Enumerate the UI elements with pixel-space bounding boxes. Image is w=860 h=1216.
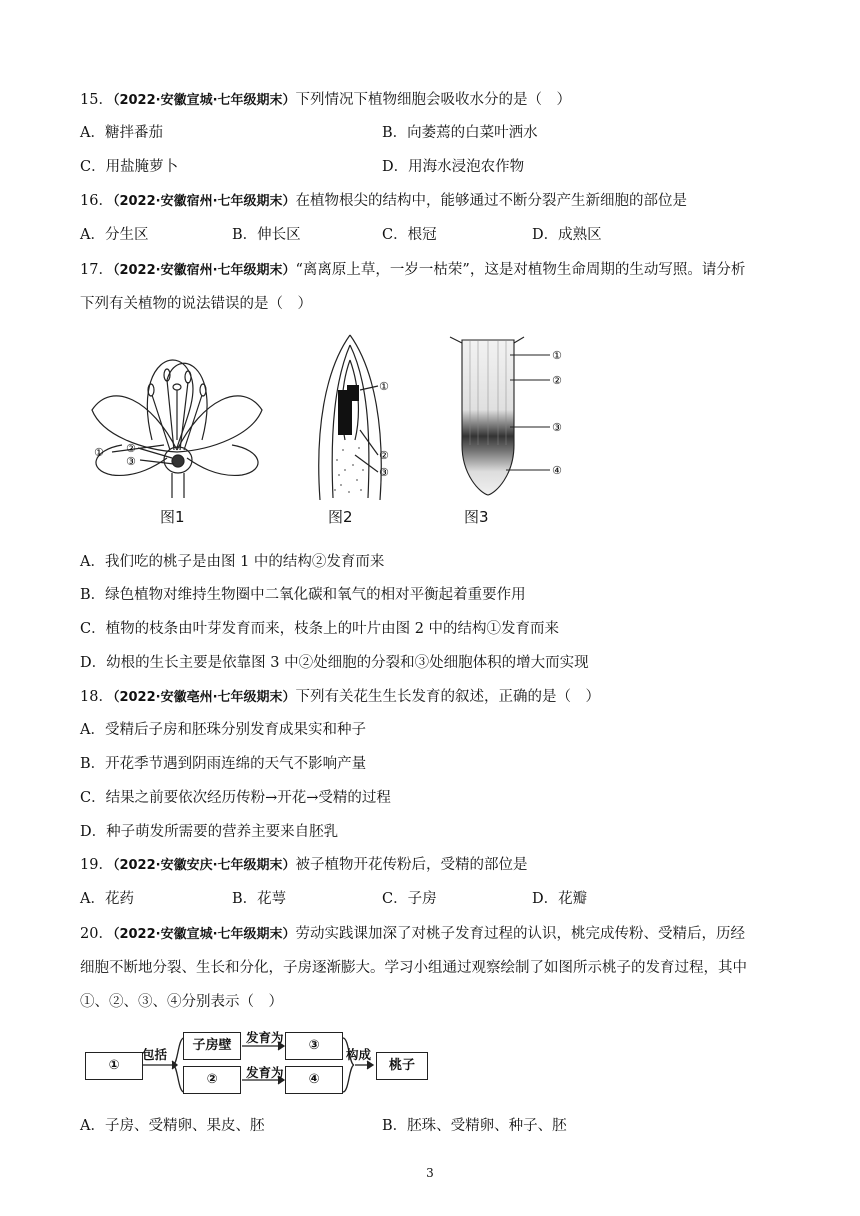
q20-source: （2022·安徽宣城·七年级期末）	[112, 927, 296, 942]
q20-text-1: 劳动实践课加深了对桃子发育过程的认识，桃完成传粉、受精后，历经	[295, 926, 746, 942]
page-number: 3	[426, 1166, 434, 1180]
q17-option-d: D．幼根的生长主要是依靠图 3 中②处细胞的分裂和③处细胞体积的增大而实现	[80, 655, 589, 671]
q19-option-d: D．花瓣	[532, 891, 588, 907]
q16-stem	[80, 191, 687, 212]
q18-stem	[80, 687, 600, 708]
q19-source: （2022·安徽安庆·七年级期末）	[112, 858, 296, 873]
q19-stem	[80, 855, 528, 876]
q16-text: 在植物根尖的结构中，能够通过不断分裂产生新细胞的部位是	[295, 193, 688, 209]
fig1-caption: 图1	[160, 508, 185, 526]
q18-option-c: C．结果之前要依次经历传粉→开花→受精的过程	[80, 790, 391, 806]
flow-box-peach: 桃子	[376, 1052, 428, 1080]
q18-source: （2022·安徽亳州·七年级期末）	[112, 690, 296, 705]
flow-label-compose: 构成	[346, 1047, 372, 1062]
fig2-label-1: ①	[379, 380, 389, 393]
q20-stem	[80, 924, 745, 945]
flower-diagram	[82, 340, 272, 500]
q18-option-a: A．受精后子房和胚珠分别发育成果实和种子	[80, 722, 366, 738]
q19-option-a: A．花药	[80, 891, 134, 907]
fig2-caption: 图2	[328, 508, 353, 526]
q15-source: （2022·安徽宣城·七年级期末）	[112, 93, 296, 108]
q16-number: 16．	[80, 193, 113, 209]
q19-text: 被子植物开花传粉后，受精的部位是	[295, 857, 528, 873]
q15-stem	[80, 90, 571, 111]
q15-option-a: A．糖拌番茄	[80, 125, 163, 141]
fig3-caption: 图3	[464, 508, 489, 526]
q20-stem-2: 细胞不断地分裂、生长和分化，子房逐渐膨大。学习小组通过观察绘制了如图所示桃子的发育过程，其中	[80, 960, 747, 976]
q17-text-1: “离离原上草，一岁一枯荣”，这是对植物生命周期的生动写照。请分析	[295, 262, 746, 278]
fig1-label-2: ②	[126, 442, 136, 455]
q20-option-b: B．胚珠、受精卵、种子、胚	[382, 1118, 567, 1134]
flow-box-ovary-wall: 子房壁	[183, 1032, 241, 1060]
root-tip-diagram	[440, 335, 580, 500]
flow-label-include: 包括	[142, 1047, 168, 1062]
q18-number: 18．	[80, 689, 113, 705]
q17-option-b: B．绿色植物对维持生物圈中二氧化碳和氧气的相对平衡起着重要作用	[80, 587, 526, 603]
q18-text: 下列有关花生生长发育的叙述，正确的是（ ）	[295, 689, 601, 705]
q16-option-b: B．伸长区	[232, 227, 301, 243]
fig2-label-3: ③	[379, 466, 389, 479]
q20-stem-3: ①、②、③、④分别表示（ ）	[80, 994, 283, 1010]
q17-option-a: A．我们吃的桃子是由图 1 中的结构②发育而来	[80, 554, 385, 570]
q19-option-c: C．子房	[382, 891, 437, 907]
q17-stem-2: 下列有关植物的说法错误的是（ ）	[80, 296, 312, 312]
fig1-label-3: ③	[126, 455, 136, 468]
q17-stem	[80, 260, 745, 281]
q17-option-c: C．植物的枝条由叶芽发育而来，枝条上的叶片由图 2 中的结构①发育而来	[80, 621, 560, 637]
q18-option-b: B．开花季节遇到阴雨连绵的天气不影响产量	[80, 756, 367, 772]
q15-option-c: C．用盐腌萝卜	[80, 159, 179, 175]
q17-source: （2022·安徽宿州·七年级期末）	[112, 263, 296, 278]
q18-option-d: D．种子萌发所需要的营养主要来自胚乳	[80, 824, 339, 840]
flow-box-4: ④	[285, 1066, 343, 1094]
q15-option-b: B．向萎蔫的白菜叶洒水	[382, 125, 538, 141]
q15-text: 下列情况下植物细胞会吸收水分的是（ ）	[295, 92, 572, 108]
q20-option-a: A．子房、受精卵、果皮、胚	[80, 1118, 265, 1134]
fig3-label-2: ②	[552, 374, 562, 387]
fig3-label-3: ③	[552, 421, 562, 434]
leaf-bud-diagram	[305, 330, 415, 505]
fig2-label-2: ②	[379, 449, 389, 462]
q15-option-d: D．用海水浸泡农作物	[382, 159, 525, 175]
q16-option-a: A．分生区	[80, 227, 149, 243]
q19-option-b: B．花萼	[232, 891, 287, 907]
fig1-label-1: ①	[94, 446, 104, 459]
q19-number: 19．	[80, 857, 113, 873]
flow-label-develop-2: 发育为	[246, 1065, 284, 1080]
q16-option-d: D．成熟区	[532, 227, 602, 243]
flow-box-2: ②	[183, 1066, 241, 1094]
q16-source: （2022·安徽宿州·七年级期末）	[112, 194, 296, 209]
fig3-label-4: ④	[552, 464, 562, 477]
q20-number: 20．	[80, 926, 113, 942]
fig3-label-1: ①	[552, 349, 562, 362]
q15-number: 15．	[80, 92, 113, 108]
flow-label-develop-1: 发育为	[246, 1030, 284, 1045]
flow-box-3: ③	[285, 1032, 343, 1060]
flow-box-1: ①	[85, 1052, 143, 1080]
q16-option-c: C．根冠	[382, 227, 437, 243]
q17-number: 17．	[80, 262, 113, 278]
